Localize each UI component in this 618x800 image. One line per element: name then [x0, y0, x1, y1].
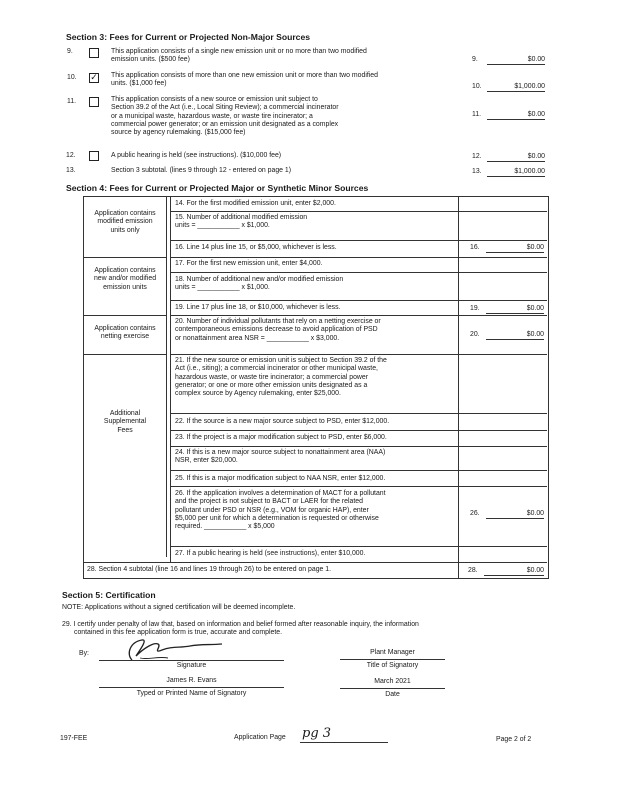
line-9-amount: $0.00 [527, 56, 545, 63]
line-13-text: Section 3 subtotal. (lines 9 through 12 - entered on page 1) [111, 167, 292, 174]
line-26-ref: 26. [470, 510, 480, 517]
line-11-amount: $0.00 [527, 111, 545, 118]
line-19-text: 19. Line 17 plus line 18, or $10,000, whichever is less. [175, 304, 341, 311]
group-modified-units: Application contains modified emission units only [94, 210, 156, 234]
line-10-ref: 10. [472, 83, 482, 90]
name-value: James R. Evans [166, 677, 217, 684]
group-new-units: Application contains new and/or modified emission units [93, 267, 157, 291]
line-24-text: 24. If this is a new major source subject to nonattainment area (NAA) NSR, enter $20,000. [175, 449, 386, 465]
line-12-checkbox[interactable] [89, 151, 99, 161]
line-25-text: 25. If this is a major modification subject to NAA NSR, enter $12,000. [175, 475, 386, 482]
line-13-number: 13. [66, 167, 76, 174]
line-16-amount: $0.00 [526, 244, 544, 251]
signature-label: Signature [176, 662, 207, 669]
line-11-ref: 11. [472, 111, 482, 118]
title-label: Title of Signatory [366, 662, 419, 669]
line-15-text: 15. Number of additional modified emission units = ___________ x $1,000. [175, 214, 308, 230]
line-27-text: 27. If a public hearing is held (see instructions), enter $10,000. [175, 550, 366, 557]
application-page-value: pg 3 [302, 726, 332, 741]
line-26-amount: $0.00 [526, 510, 544, 517]
line-10-amount: $1,000.00 [514, 83, 545, 90]
by-label: By: [79, 650, 89, 657]
line-28-amount: $0.00 [526, 567, 544, 574]
line-28-ref: 28. [468, 567, 478, 574]
line-16-text: 16. Line 14 plus line 15, or $5,000, whichever is less. [175, 244, 337, 251]
group-supplemental: Additional Supplemental Fees [103, 410, 147, 434]
line-20-text: 20. Number of individual pollutants that rely on a netting exercise or contemporaneous emissions decrease to avoid application of PSD or nonattainment area NSR = ___________ x $3,000. [175, 318, 381, 342]
certification-text: 29. I certify under penalty of law that, based on information and belief formed after reasonable inquiry, the information contained in this fee application form is true, accurate and complete. [62, 621, 419, 637]
line-12-amount: $0.00 [527, 153, 545, 160]
line-20-amount: $0.00 [526, 331, 544, 338]
line-11-checkbox[interactable] [89, 97, 99, 107]
date-label: Date [385, 691, 400, 698]
title-value: Plant Manager [370, 649, 415, 656]
line-9-ref: 9. [472, 56, 478, 63]
line-28-text: 28. Section 4 subtotal (line 16 and lines 19 through 26) to be entered on page 1. [87, 566, 332, 573]
line-16-ref: 16. [470, 244, 480, 251]
line-11-number: 11. [67, 98, 77, 105]
line-10-checkbox[interactable] [89, 73, 99, 83]
name-label: Typed or Printed Name of Signatory [136, 690, 247, 697]
line-12-ref: 12. [472, 153, 482, 160]
line-9-checkbox[interactable] [89, 48, 99, 58]
form-id: 197-FEE [60, 735, 88, 742]
line-9-text: This application consists of a single new emission unit or no more than two modified emission units. ($500 fee) [111, 48, 367, 64]
date-value: March 2021 [374, 678, 411, 685]
line-17-text: 17. For the first new emission unit, enter $4,000. [175, 260, 323, 267]
checkmark-icon: ✓ [90, 73, 98, 83]
line-20-ref: 20. [470, 331, 480, 338]
line-12-number: 12. [66, 152, 76, 159]
line-26-text: 26. If the application involves a determination of MACT for a pollutant and the project is not subject to BACT or LAER for the related pollutant under PSD or NSR (e.g., VOM for organic HAP), enter $5,000 per unit for which a determination is requested or otherwise required. ___________ x $5,000 [175, 490, 386, 531]
line-12-text: A public hearing is held (see instructions). ($10,000 fee) [111, 152, 282, 159]
line-14-text: 14. For the first modified emission unit, enter $2,000. [175, 200, 336, 207]
line-19-amount: $0.00 [526, 305, 544, 312]
line-21-text: 21. If the new source or emission unit is subject to Section 39.2 of the Act (i.e., siting); a commercial incinerator or other municipal waste, hazardous waste, or waste tire incinerator; a commercial power generator; or one or more other emission units designated as a complex source by Agency rulemaking, enter $25,000. [175, 357, 387, 398]
page-of: Page 2 of 2 [496, 736, 532, 743]
line-10-number: 10. [67, 74, 77, 81]
line-10-text: This application consists of more than one new emission unit or more than two modified units. ($1,000 fee) [111, 72, 378, 88]
line-13-amount: $1,000.00 [514, 168, 545, 175]
section5-title: Section 5: Certification [62, 590, 156, 600]
line-19-ref: 19. [470, 305, 480, 312]
certification-note: NOTE: Applications without a signed certification will be deemed incomplete. [62, 604, 296, 611]
line-22-text: 22. If the source is a new major source subject to PSD, enter $12,000. [175, 418, 390, 425]
line-11-text: This application consists of a new source or emission unit subject to Section 39.2 of the Act (i.e., Local Siting Review); a commercial incinerator or a municipal waste, hazardous waste, or waste tire incinerator; a commercial power generator; or an emission unit designated as a complex source by agency rulemaking. ($15,000 fee) [111, 96, 339, 137]
line-13-ref: 13. [472, 168, 482, 175]
section3-title: Section 3: Fees for Current or Projected Non-Major Sources [66, 32, 311, 42]
line-18-text: 18. Number of additional new and/or modified emission units = ___________ x $1,000. [175, 276, 344, 292]
group-netting: Application contains netting exercise [94, 325, 156, 341]
application-page-label: Application Page [234, 734, 286, 741]
section4-title: Section 4: Fees for Current or Projected Major or Synthetic Minor Sources [66, 183, 369, 193]
line-9-number: 9. [67, 48, 73, 55]
line-23-text: 23. If the project is a major modification subject to PSD, enter $6,000. [175, 434, 387, 441]
